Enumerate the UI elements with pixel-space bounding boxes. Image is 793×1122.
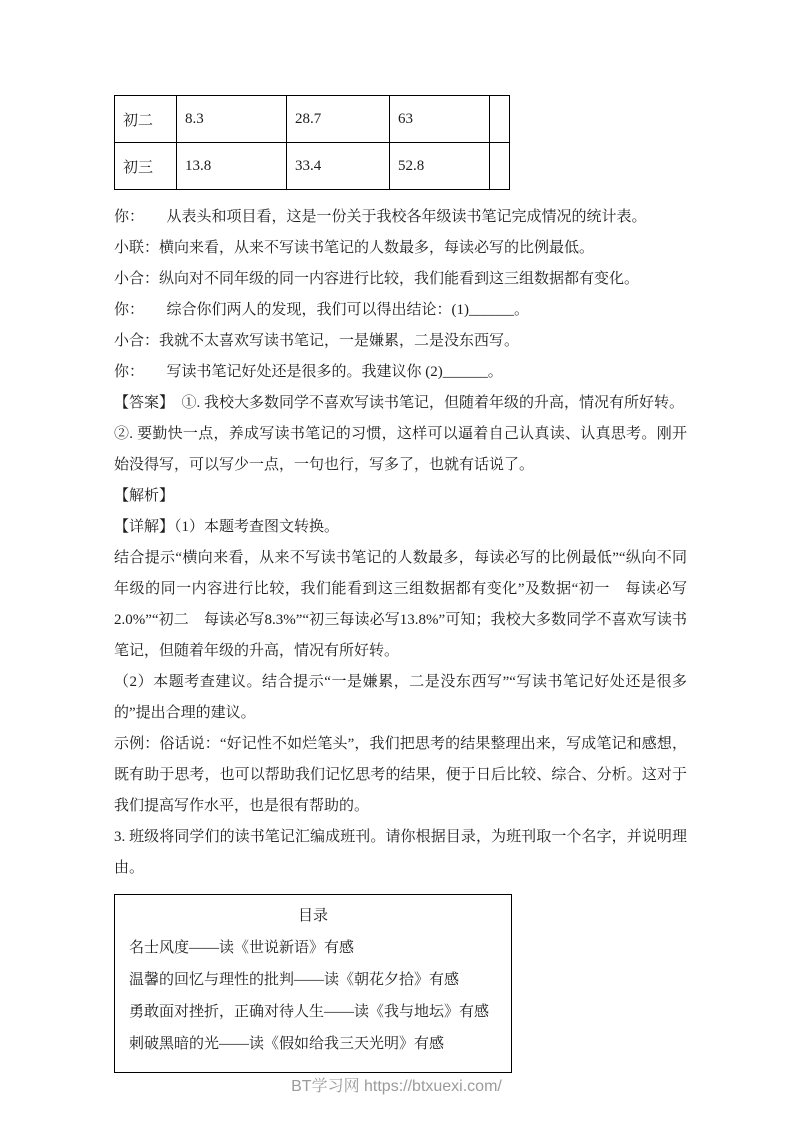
answer-paragraph-1: 【答案】 ①. 我校大多数同学不喜欢写读书笔记，但随着年级的升高，情况有所好转。 — [114, 395, 685, 411]
question-3: 3. 班级将同学们的读书笔记汇编成班刊。请你根据目录，为班刊取一个名字，并说明理由。 — [114, 829, 687, 876]
catalog-item: 勇敢面对挫折，正确对待人生——读《我与地坛》有感 — [129, 1004, 490, 1020]
answer-paragraph-2: ②. 要勤快一点，养成写读书笔记的习惯，这样可以逼着自己认真读、认真思考。刚开始没得写，可以写少一点，一句也行，写多了，也就有话说了。 — [114, 426, 687, 473]
body-text — [114, 202, 687, 884]
table-cell-value: 33.4 — [287, 143, 390, 190]
dialogue-line-you-blank-1: 你： 综合你们两人的发现，我们可以得出结论：(1)______。 — [114, 302, 529, 318]
table-cell-grade: 初三 — [115, 143, 177, 190]
table-cell-grade: 初二 — [115, 96, 177, 143]
table-cell-value: 63 — [390, 96, 490, 143]
dialogue-line-xiaohe: 小合：纵向对不同年级的同一内容进行比较，我们能看到这三组数据都有变化。 — [114, 271, 640, 287]
example-paragraph: 示例：俗话说：“好记性不如烂笔头”，我们把思考的结果整理出来，写成笔记和感想，既有助于思考，也可以帮助我们记忆思考的结果，便于日后比较、综合、分析。这对于我们提高写作水平，也是很有帮助的。 — [114, 736, 687, 814]
table-cell-value: 8.3 — [177, 96, 287, 143]
analysis-heading: 【解析】 — [114, 488, 175, 504]
dialogue-line-xiaolian: 小联：横向来看，从来不写读书笔记的人数最多，每读必写的比例最低。 — [114, 240, 595, 256]
catalog-box — [114, 894, 512, 1073]
table-cell-value: 28.7 — [287, 96, 390, 143]
dialogue-line-you-blank-2: 你： 写读书笔记好处还是很多的。我建议你 (2)______。 — [114, 364, 503, 380]
statistics-table — [114, 95, 510, 190]
catalog-item: 刺破黑暗的光——读《假如给我三天光明》有感 — [129, 1036, 445, 1052]
watermark-footer: BT学习网 https://btxuexi.com/ — [291, 1078, 502, 1095]
dialogue-line-xiaohe: 小合：我就不太喜欢写读书笔记，一是嫌累，二是没东西写。 — [114, 333, 520, 349]
table-cell-value: 13.8 — [177, 143, 287, 190]
dialogue-line-you: 你： 从表头和项目看，这是一份关于我校各年级读书笔记完成情况的统计表。 — [114, 209, 647, 225]
table-cell-empty — [490, 96, 510, 143]
explanation-paragraph-1: 结合提示“横向来看，从来不写读书笔记的人数最多，每读必写的比例最低”“纵向不同年级的同一内容进行比较，我们能看到这三组数据都有变化”及数据“初一 每读必写2.0%”“初二 每读必写8.3%”“初三每读必写13.8%”可知；我校大多数同学不喜欢写读书笔记，但随着年级的升高，情况有所好转。 — [114, 550, 687, 659]
table-cell-empty — [490, 143, 510, 190]
explanation-paragraph-2: （2）本题考查建议。结合提示“一是嫌累，二是没东西写”“写读书笔记好处还是很多的”提出合理的建议。 — [114, 674, 687, 721]
table-row — [115, 96, 510, 143]
table-row — [115, 143, 510, 190]
table-cell-value: 52.8 — [390, 143, 490, 190]
catalog-item: 名士风度——读《世说新语》有感 — [129, 940, 355, 956]
catalog-item: 温馨的回忆与理性的批判——读《朝花夕拾》有感 — [129, 972, 460, 988]
explanation-heading: 【详解】（1）本题考查图文转换。 — [114, 519, 340, 535]
catalog-title: 目录 — [297, 908, 328, 924]
